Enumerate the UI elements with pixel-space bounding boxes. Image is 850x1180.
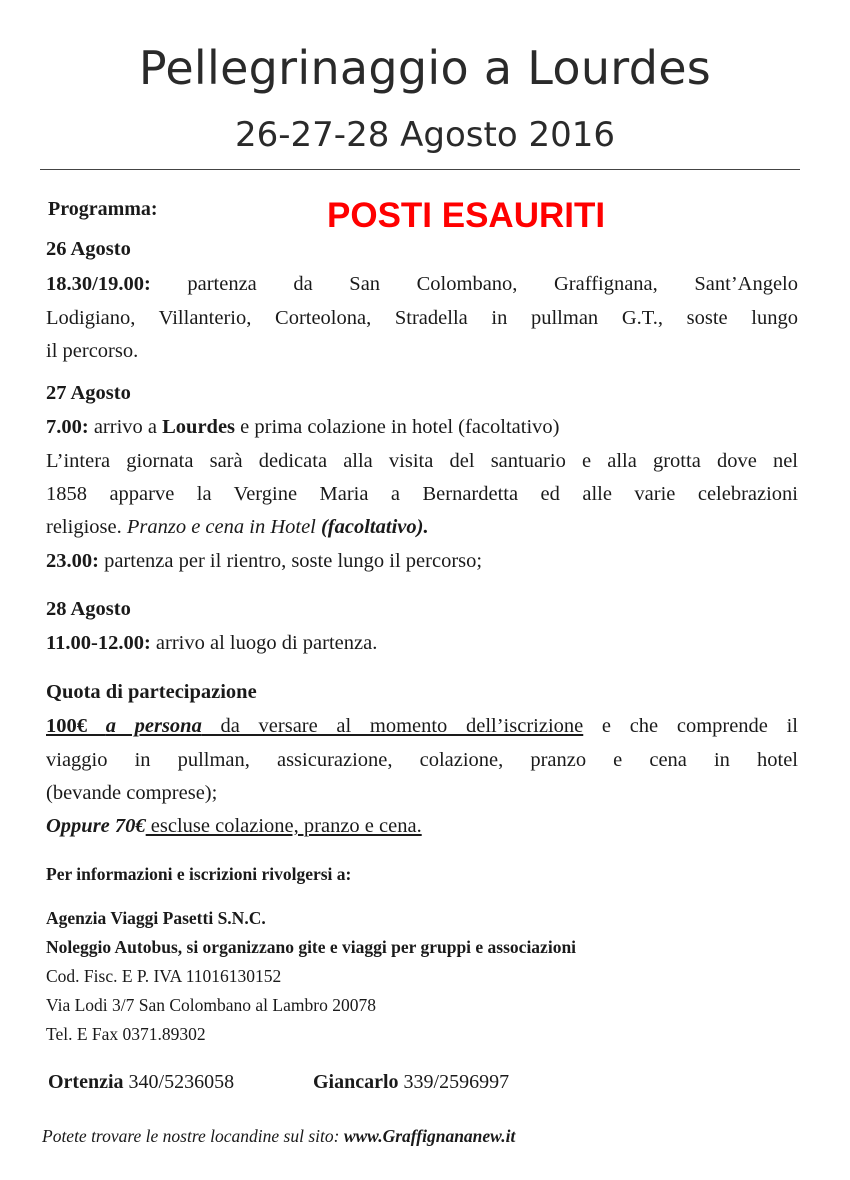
- day3-time: 11.00-12.00:: [46, 632, 151, 654]
- day1-line1: [46, 268, 798, 301]
- day2-text4b: Pranzo e cena in Hotel: [126, 516, 321, 538]
- day2-text1b: e prima colazione in hotel (facoltativo): [235, 416, 560, 438]
- agency-services: Noleggio Autobus, si organizzano gite e viaggi per gruppi e associazioni: [46, 937, 577, 957]
- quota-line1-rest: e che comprende il: [583, 715, 798, 737]
- day1-line1-text: partenza da San Colombano, Graffignana, Sant’Angelo: [150, 273, 798, 295]
- quota-underlined: [46, 715, 583, 737]
- quota-line1: [46, 710, 798, 743]
- day2-text1a: arrivo a: [88, 416, 163, 438]
- website-link[interactable]: www.Graffignananew.it: [343, 1126, 516, 1146]
- day2-line4: [46, 511, 429, 544]
- quota-per-person: a persona: [105, 715, 202, 737]
- agency-phone: Tel. E Fax 0371.89302: [46, 1024, 206, 1044]
- day1-time: 18.30/19.00:: [46, 273, 151, 295]
- day1-line3: il percorso.: [46, 340, 139, 362]
- day3-text: arrivo al luogo di partenza.: [150, 632, 378, 654]
- day2-text5: partenza per il rientro, soste lungo il percorso;: [98, 550, 483, 572]
- quota-line2: viaggio in pullman, assicurazione, colazione, pranzo e cena in hotel: [46, 749, 798, 771]
- event-dates: 26-27-28 Agosto 2016: [235, 115, 615, 155]
- agency-address: Via Lodi 3/7 San Colombano al Lambro 20078: [46, 995, 376, 1015]
- quota-alt-text: escluse colazione, pranzo e cena.: [145, 815, 422, 837]
- contact-giancarlo: [313, 1071, 509, 1094]
- contact-ortenzia-phone: 340/5236058: [123, 1071, 235, 1093]
- quota-heading: Quota di partecipazione: [46, 681, 257, 703]
- day2-time2: 23.00:: [46, 550, 99, 572]
- contact-ortenzia: [48, 1071, 234, 1094]
- day2-text4a: religiose.: [46, 516, 127, 538]
- sold-out-notice: POSTI ESAURITI: [327, 196, 606, 235]
- quota-underlined-rest: da versare al momento dell’iscrizione: [201, 715, 584, 737]
- contact-giancarlo-name: Giancarlo: [313, 1071, 399, 1093]
- page-title: Pellegrinaggio a Lourdes: [138, 41, 712, 95]
- contact-giancarlo-phone: 339/2596997: [398, 1071, 510, 1093]
- quota-price: 100€: [46, 715, 87, 737]
- quota-line4: [46, 810, 422, 843]
- day3-title: 28 Agosto: [46, 598, 131, 620]
- day3-line1: [46, 627, 377, 660]
- day2-line3: 1858 apparve la Vergine Maria a Bernardetta ed alle varie celebrazioni: [46, 483, 798, 505]
- quota-line3: (bevande comprese);: [46, 782, 218, 804]
- day2-place: Lourdes: [162, 416, 236, 438]
- agency-name: Agenzia Viaggi Pasetti S.N.C.: [46, 908, 266, 928]
- day2-line2: L’intera giornata sarà dedicata alla visita del santuario e alla grotta dove nel: [46, 450, 798, 472]
- contact-ortenzia-name: Ortenzia: [48, 1071, 124, 1093]
- divider: [40, 169, 800, 170]
- day2-line5: [46, 545, 482, 578]
- footer-text: Potete trovare le nostre locandine sul sito:: [42, 1126, 344, 1146]
- day1-title: 26 Agosto: [46, 238, 131, 260]
- day2-text4c: (facoltativo).: [320, 516, 429, 538]
- info-heading: Per informazioni e iscrizioni rivolgersi a:: [46, 864, 352, 884]
- quota-alt-price: Oppure 70€: [46, 815, 146, 837]
- day1-line2: Lodigiano, Villanterio, Corteolona, Stradella in pullman G.T., soste lungo: [46, 307, 798, 329]
- program-heading: Programma:: [48, 198, 158, 220]
- tax-code: Cod. Fisc. E P. IVA 11016130152: [46, 966, 282, 986]
- footer-note: [42, 1126, 515, 1147]
- day2-line1: [46, 411, 559, 444]
- day2-title: 27 Agosto: [46, 382, 131, 404]
- day2-time1: 7.00:: [46, 416, 89, 438]
